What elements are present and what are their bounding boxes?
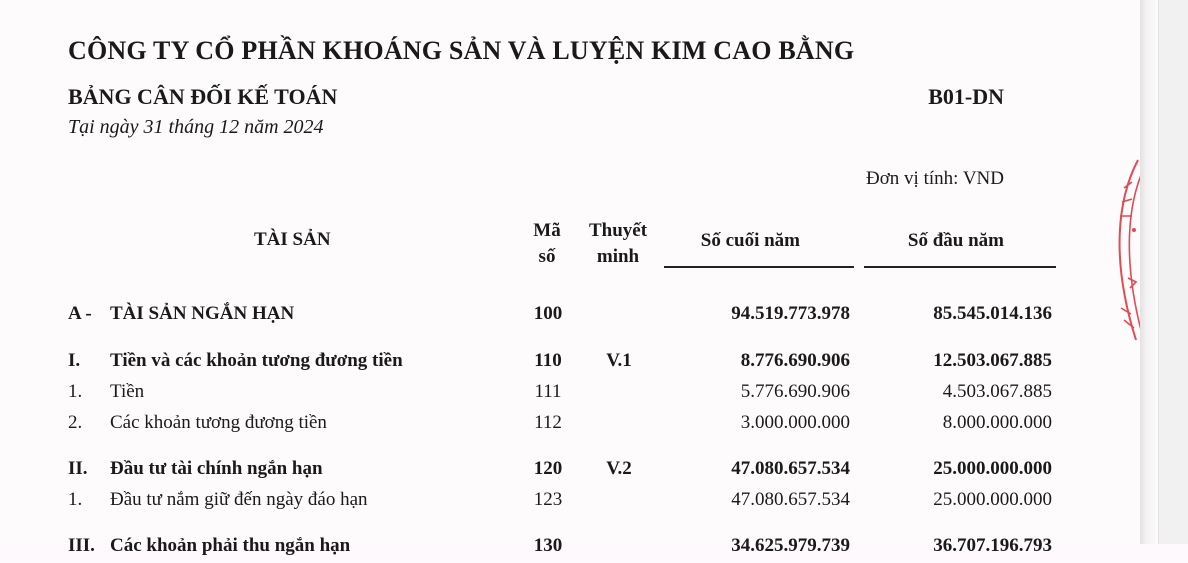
row-number: II. [68, 458, 88, 479]
header-underline-end [664, 266, 854, 268]
row-begin-value: 25.000.000.000 [933, 458, 1052, 479]
row-end-value: 5.776.690.906 [740, 381, 850, 402]
row-begin-value: 85.545.014.136 [933, 303, 1052, 324]
form-code: B01-DN [928, 84, 1004, 109]
row-number: 1. [68, 489, 83, 510]
row-number: I. [68, 350, 81, 371]
table-row [0, 381, 1140, 409]
row-number: A - [68, 303, 92, 324]
row-label: Tiền [110, 381, 145, 402]
report-date: Tại ngày 31 tháng 12 năm 2024 [68, 116, 324, 138]
table-row [0, 350, 1140, 378]
row-note: V.1 [606, 350, 632, 371]
row-number: 1. [68, 381, 83, 402]
row-end-value: 47.080.657.534 [731, 489, 850, 510]
row-code: 123 [533, 489, 563, 510]
code-header-line1: Mã [533, 220, 561, 241]
column-header-note [578, 218, 658, 270]
row-code: 111 [534, 381, 562, 402]
row-end-value: 94.519.773.978 [731, 303, 850, 324]
row-begin-value: 36.707.196.793 [933, 535, 1052, 556]
row-number: 2. [68, 412, 83, 433]
document-title: BẢNG CÂN ĐỐI KẾ TOÁN [68, 84, 338, 109]
row-code: 110 [534, 350, 562, 371]
row-end-value: 3.000.000.000 [740, 412, 850, 433]
row-code: 100 [533, 303, 563, 324]
header-underline-begin [864, 266, 1056, 268]
row-label: TÀI SẢN NGẮN HẠN [110, 303, 295, 324]
row-begin-value: 8.000.000.000 [942, 412, 1052, 433]
row-label: Đầu tư tài chính ngắn hạn [110, 458, 323, 479]
row-label: Các khoản tương đương tiền [110, 412, 327, 433]
viewer-side-panel [1158, 0, 1188, 544]
table-row [0, 489, 1140, 517]
row-code: 130 [533, 535, 563, 556]
company-name: CÔNG TY CỔ PHẦN KHOÁNG SẢN VÀ LUYỆN KIM CAO BẰNG [68, 36, 855, 65]
row-begin-value: 4.503.067.885 [942, 381, 1052, 402]
row-end-value: 34.625.979.739 [731, 535, 850, 556]
row-note: V.2 [606, 458, 632, 479]
row-number: III. [68, 535, 95, 556]
table-row [0, 458, 1140, 486]
table-row [0, 412, 1140, 440]
row-end-value: 8.776.690.906 [740, 350, 850, 371]
column-header-assets: TÀI SẢN [254, 229, 331, 250]
table-row [0, 535, 1140, 563]
row-label: Tiền và các khoản tương đương tiền [110, 350, 403, 371]
currency-unit: Đơn vị tính: VND [866, 168, 1004, 189]
table-row [0, 303, 1140, 331]
note-header-line1: Thuyết [588, 220, 648, 241]
column-header-code [510, 218, 584, 270]
page-edge-shadow [1140, 0, 1156, 544]
row-label: Các khoản phải thu ngắn hạn [110, 535, 351, 556]
note-header-line2: minh [596, 246, 640, 267]
code-header-line2: số [538, 246, 556, 267]
row-code: 112 [534, 412, 562, 433]
red-stamp-seal [1108, 158, 1144, 348]
column-header-beginning-of-year: Số đầu năm [907, 230, 1004, 251]
row-end-value: 47.080.657.534 [731, 458, 850, 479]
column-header-end-of-year: Số cuối năm [700, 230, 800, 251]
row-label: Đầu tư nắm giữ đến ngày đáo hạn [110, 489, 368, 510]
row-code: 120 [533, 458, 563, 479]
row-begin-value: 12.503.067.885 [933, 350, 1052, 371]
row-begin-value: 25.000.000.000 [933, 489, 1052, 510]
